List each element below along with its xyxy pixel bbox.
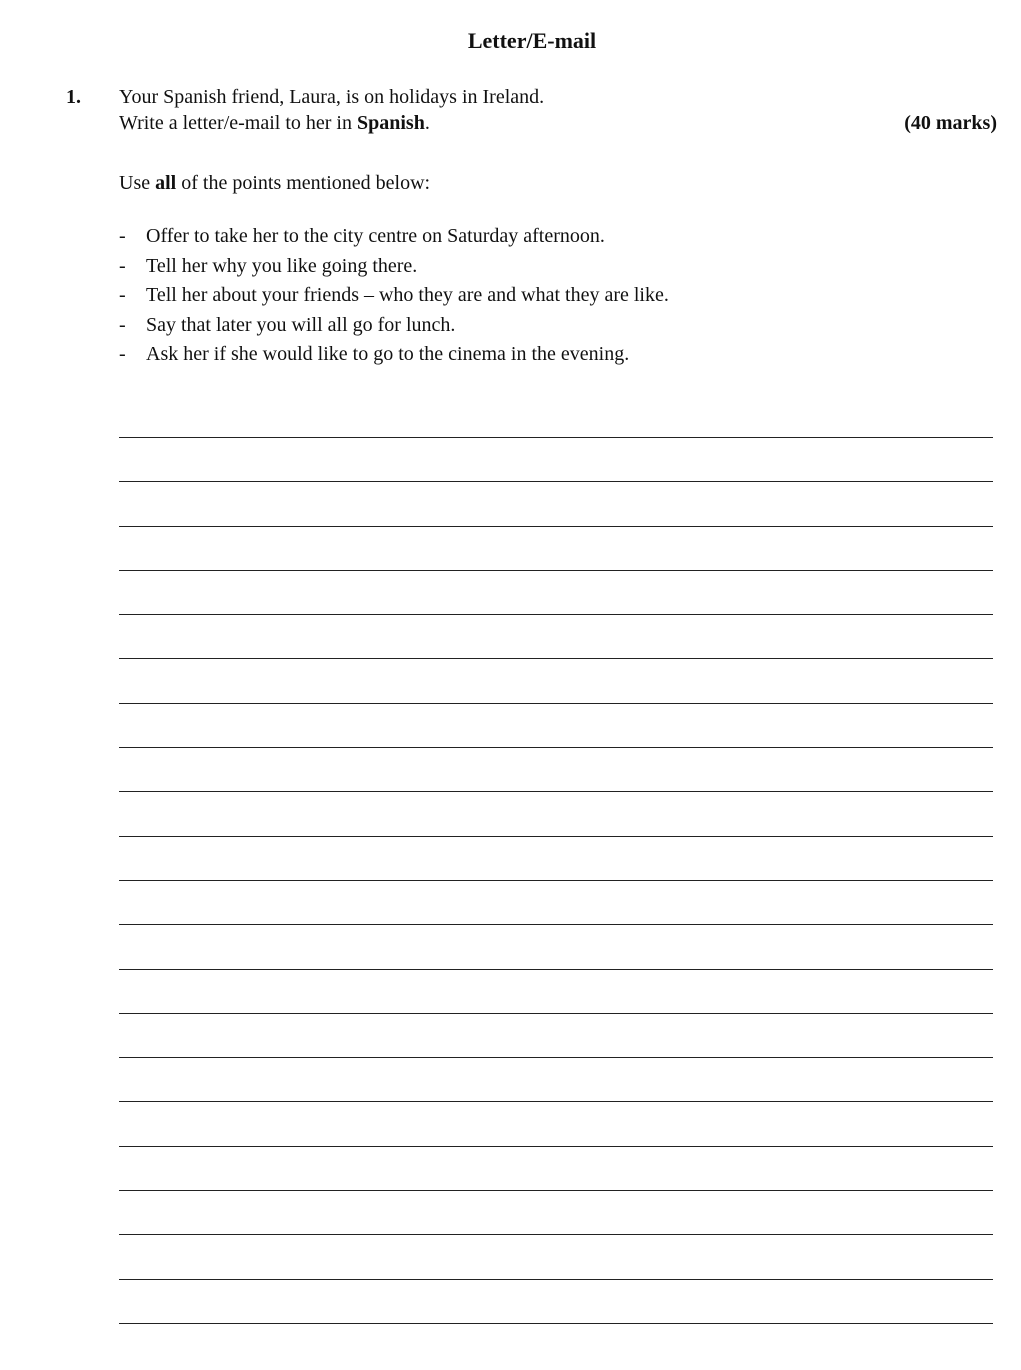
answer-line[interactable] xyxy=(119,438,993,482)
answer-line[interactable] xyxy=(119,1014,993,1058)
answer-line[interactable] xyxy=(119,792,993,836)
marks-label: (40 marks) xyxy=(904,112,997,134)
answer-line[interactable] xyxy=(119,925,993,969)
answer-line[interactable] xyxy=(119,1147,993,1191)
answer-line[interactable] xyxy=(119,615,993,659)
question-text-post: . xyxy=(424,112,430,134)
answer-line[interactable] xyxy=(119,571,993,615)
question-text-line-1: Your Spanish friend, Laura, is on holidays in Ireland. xyxy=(119,86,545,108)
list-item xyxy=(119,254,669,284)
answer-line[interactable] xyxy=(119,1280,993,1324)
language-emphasis: Spanish xyxy=(356,112,425,134)
page-title: Letter/E-mail xyxy=(467,28,597,53)
list-item xyxy=(119,224,669,254)
list-item xyxy=(119,313,669,343)
points-list xyxy=(119,224,669,372)
answer-line[interactable] xyxy=(119,837,993,881)
instruction-emphasis: all xyxy=(155,172,177,194)
bullet-dash: - xyxy=(119,284,126,306)
answer-line[interactable] xyxy=(119,1191,993,1235)
writing-lines[interactable] xyxy=(119,436,993,1324)
point-text: Ask her if she would like to go to the cinema in the evening. xyxy=(146,343,630,365)
point-text: Say that later you will all go for lunch. xyxy=(146,313,456,336)
point-text: Offer to take her to the city centre on Saturday afternoon. xyxy=(146,225,605,247)
point-text: Tell her why you like going there. xyxy=(146,254,418,277)
bullet-dash: - xyxy=(119,225,126,247)
answer-line[interactable] xyxy=(119,1058,993,1102)
answer-line[interactable] xyxy=(119,482,993,526)
answer-line[interactable] xyxy=(119,881,993,925)
instruction-pre: Use xyxy=(119,172,156,194)
answer-line[interactable] xyxy=(119,659,993,703)
bullet-dash: - xyxy=(119,254,126,277)
answer-line[interactable] xyxy=(119,704,993,748)
answer-line[interactable] xyxy=(119,1102,993,1146)
answer-line[interactable] xyxy=(119,748,993,792)
list-item xyxy=(119,342,669,372)
point-text: Tell her about your friends – who they are and what they are like. xyxy=(146,284,669,306)
answer-line[interactable] xyxy=(119,970,993,1014)
question-number: 1. xyxy=(66,86,81,108)
bullet-dash: - xyxy=(119,343,126,365)
answer-line[interactable] xyxy=(119,527,993,571)
list-item xyxy=(119,283,669,313)
bullet-dash: - xyxy=(119,313,126,336)
question-text-line-2 xyxy=(119,112,430,135)
instruction-post: of the points mentioned below: xyxy=(176,172,431,194)
instruction-text xyxy=(119,172,430,195)
question-text-pre: Write a letter/e-mail to her in xyxy=(119,112,357,134)
answer-line[interactable] xyxy=(119,1235,993,1279)
